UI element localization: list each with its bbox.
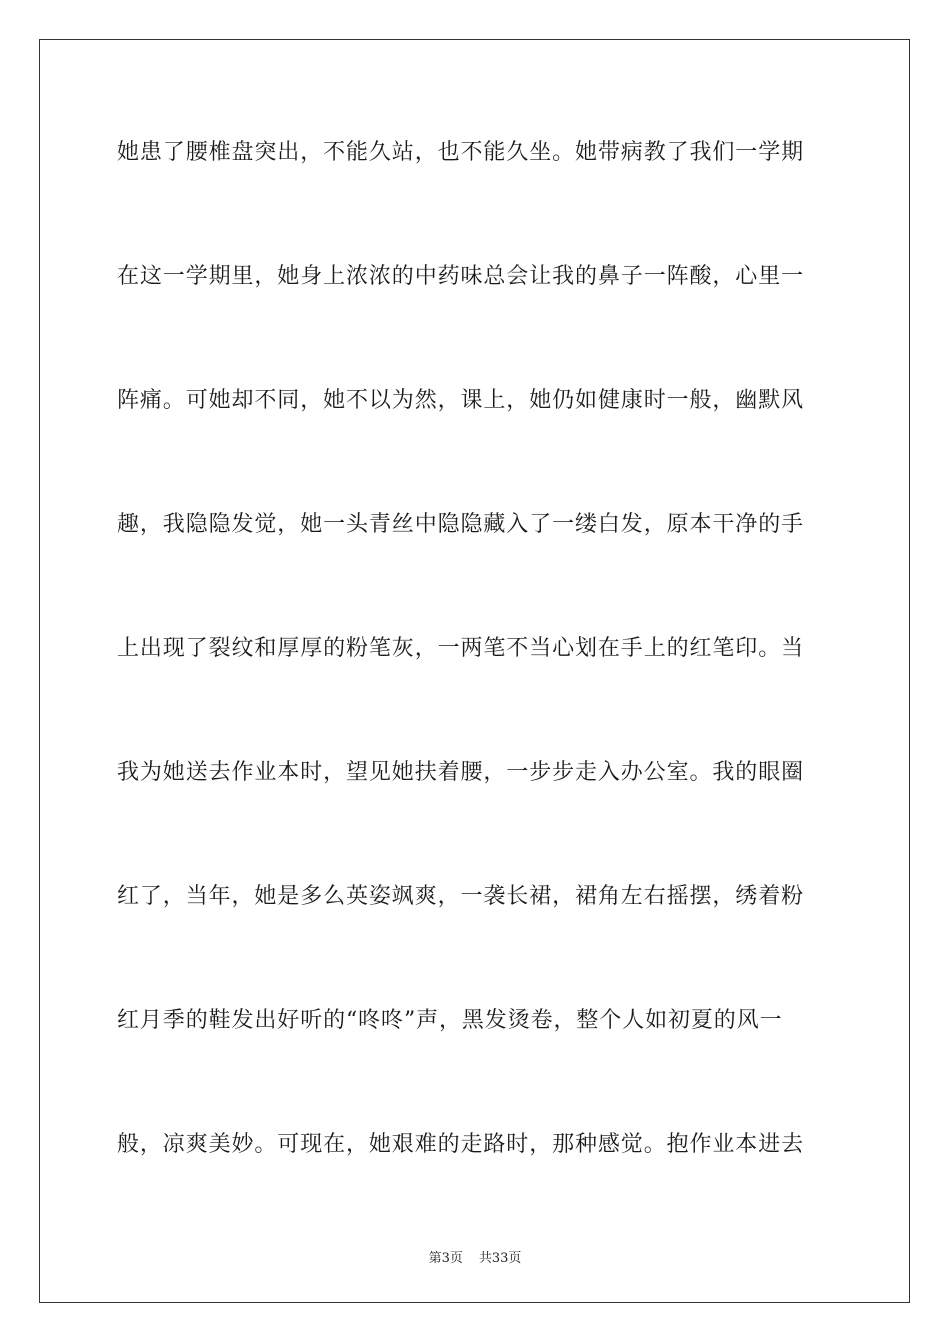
- body-line: 上出现了裂纹和厚厚的粉笔灰，一两笔不当心划在手上的红笔印。当: [117, 636, 805, 661]
- page-number: 第3页: [428, 1251, 463, 1266]
- body-line: 红了，当年，她是多么英姿飒爽，一袭长裙，裙角左右摇摆，绣着粉: [117, 884, 805, 909]
- page-total: 共33页: [478, 1251, 522, 1266]
- body-line: 我为她送去作业本时，望见她扶着腰，一步步走入办公室。我的眼圈: [117, 760, 805, 785]
- page-footer: [0, 1247, 950, 1266]
- body-line: 阵痛。可她却不同，她不以为然，课上，她仍如健康时一般，幽默风: [117, 388, 805, 413]
- body-line: 红月季的鞋发出好听的“咚咚”声，黑发烫卷，整个人如初夏的风一: [117, 1008, 783, 1033]
- body-line: 她患了腰椎盘突出，不能久站，也不能久坐。她带病教了我们一学期: [117, 140, 805, 165]
- body-line: 在这一学期里，她身上浓浓的中药味总会让我的鼻子一阵酸，心里一: [117, 264, 805, 289]
- body-line: 趣，我隐隐发觉，她一头青丝中隐隐藏入了一缕白发，原本干净的手: [117, 512, 805, 537]
- body-line: 般，凉爽美妙。可现在，她艰难的走路时，那种感觉。抱作业本进去: [117, 1132, 805, 1157]
- document-body: [117, 130, 833, 1246]
